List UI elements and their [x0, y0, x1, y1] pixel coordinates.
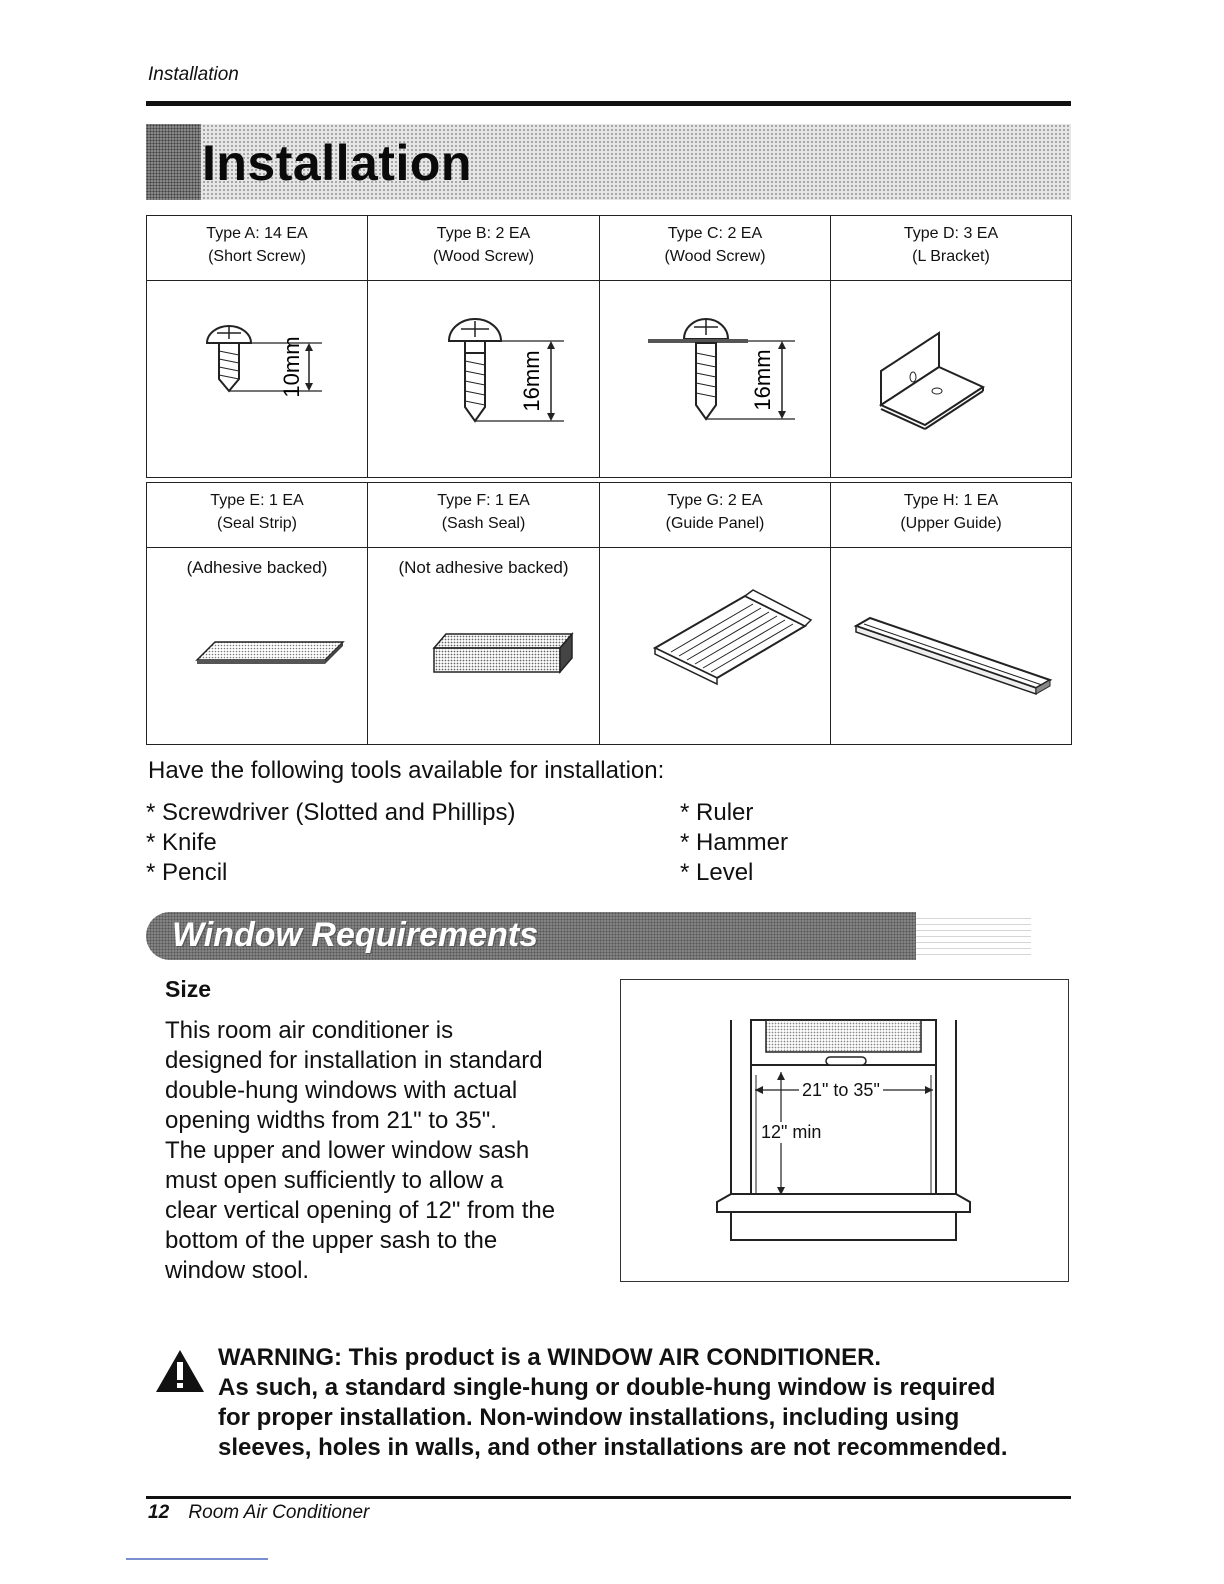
washer-screw-icon [610, 281, 820, 471]
section-title: Window Requirements [172, 916, 539, 954]
short-screw-icon [157, 281, 357, 471]
list-item: * Ruler [680, 799, 754, 826]
part-c-header [600, 216, 831, 281]
text-line: As such, a standard single-hung or double-hung window is required [218, 1374, 996, 1401]
seal-strip-icon [157, 578, 357, 698]
banner-fade [916, 918, 1031, 956]
list-item: * Level [680, 859, 754, 886]
part-desc: (Seal Strip) [216, 515, 298, 532]
text-line: This room air conditioner is [165, 1017, 454, 1044]
part-a-header [147, 216, 368, 281]
text-line: clear vertical opening of 12" from the [165, 1197, 556, 1224]
part-name: Type G: 2 EA [667, 492, 763, 509]
list-item: * Hammer [680, 829, 789, 856]
part-b-image [368, 281, 600, 478]
part-g-image [600, 548, 831, 745]
banner-accent [146, 124, 201, 200]
size-description [165, 1016, 595, 1286]
header-rule [146, 101, 1071, 106]
text-line: The upper and lower window sash [165, 1137, 530, 1164]
part-desc: (Sash Seal) [441, 515, 526, 532]
tools-list-left [146, 798, 515, 888]
parts-header-row [147, 216, 1072, 281]
part-name: Type A: 14 EA [206, 225, 308, 242]
text-line: designed for installation in standard [165, 1047, 543, 1074]
page-title: Installation [202, 135, 472, 191]
parts-image-row [147, 548, 1072, 745]
text-line: bottom of the upper sash to the [165, 1227, 498, 1254]
upper-guide-icon [836, 548, 1066, 738]
list-item: * Knife [146, 829, 217, 856]
dim-label: 10mm [279, 336, 304, 398]
part-name: Type C: 2 EA [667, 225, 763, 242]
l-bracket-icon [841, 281, 1061, 471]
part-b-header [368, 216, 600, 281]
running-header: Installation [148, 64, 239, 85]
window-diagram [620, 979, 1069, 1282]
part-g-header [600, 483, 831, 548]
sash-seal-icon [384, 578, 584, 698]
warning-icon [154, 1348, 206, 1394]
width-dimension-label: 21" to 35" [799, 1080, 883, 1101]
text-line: window stool. [165, 1257, 310, 1284]
height-dimension-label: 12" min [758, 1122, 824, 1143]
part-name: Type F: 1 EA [437, 492, 530, 509]
part-desc: (Upper Guide) [900, 515, 1002, 532]
part-name: Type B: 2 EA [436, 225, 531, 242]
part-d-image [831, 281, 1072, 478]
size-heading: Size [165, 976, 212, 1002]
guide-panel-icon [605, 548, 825, 738]
part-note: (Adhesive backed) [186, 558, 328, 577]
part-note: (Not adhesive backed) [398, 558, 569, 577]
window-illustration [621, 980, 1070, 1283]
tools-intro: Have the following tools available for installation: [148, 757, 665, 784]
list-item: * Screwdriver (Slotted and Phillips) [146, 799, 516, 826]
part-c-image [600, 281, 831, 478]
parts-header-row [147, 483, 1072, 548]
tools-list-right [680, 798, 788, 888]
text-line: for proper installation. Non-window installations, including using [218, 1404, 960, 1431]
footer [148, 1502, 369, 1524]
part-name: Type E: 1 EA [210, 492, 304, 509]
part-desc: (Wood Screw) [432, 248, 535, 265]
dim-label: 16mm [750, 349, 775, 411]
part-name: Type H: 1 EA [903, 492, 999, 509]
footer-rule [146, 1496, 1071, 1499]
part-desc: (Wood Screw) [664, 248, 766, 265]
text-line: must open sufficiently to allow a [165, 1167, 504, 1194]
wood-screw-icon [379, 281, 589, 471]
text-line: WARNING: This product is a WINDOW AIR CONDITIONER. [218, 1344, 882, 1371]
part-desc: (Guide Panel) [665, 515, 765, 532]
part-f-header [368, 483, 600, 548]
part-desc: (L Bracket) [912, 248, 990, 265]
part-a-image [147, 281, 368, 478]
window-requirements-banner [146, 912, 1031, 960]
part-h-header [831, 483, 1072, 548]
parts-table [146, 215, 1072, 745]
scan-artifact [126, 1558, 268, 1560]
page-number: 12 [148, 1502, 170, 1523]
part-e-header [147, 483, 368, 548]
parts-image-row [147, 281, 1072, 478]
footer-title: Room Air Conditioner [188, 1502, 370, 1523]
dim-label: 16mm [518, 350, 544, 412]
part-name: Type D: 3 EA [903, 225, 999, 242]
section-banner [146, 124, 1071, 200]
list-item: * Pencil [146, 859, 228, 886]
warning-text [218, 1343, 1078, 1463]
part-d-header [831, 216, 1072, 281]
part-h-image [831, 548, 1072, 745]
text-line: double-hung windows with actual [165, 1077, 518, 1104]
part-f-image [368, 548, 600, 745]
text-line: sleeves, holes in walls, and other installations are not recommended. [218, 1434, 1008, 1461]
text-line: opening widths from 21" to 35". [165, 1107, 497, 1134]
part-desc: (Short Screw) [208, 248, 306, 265]
part-e-image [147, 548, 368, 745]
